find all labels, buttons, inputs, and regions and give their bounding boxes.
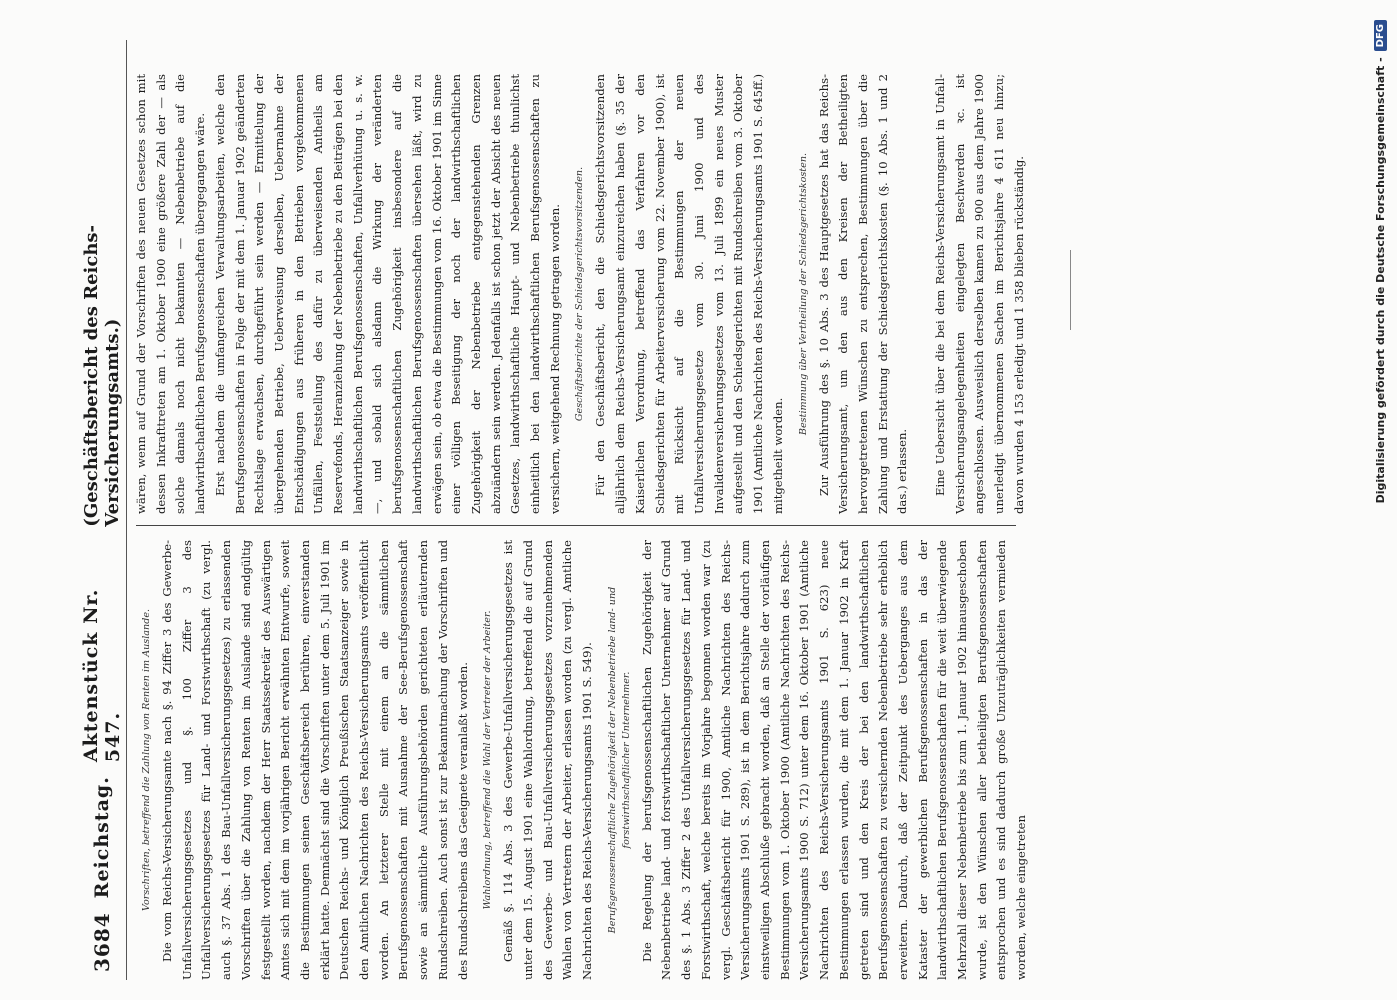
section-heading-kosten: Bestimmung über Vertheilung der Schiedsgerichtskosten. [797, 152, 809, 436]
section-heading-nebenbetriebe: Berufsgenossenschaftliche Zugehörigkeit der Nebenbetriebe land- und forstwirthschaftlicher Unternehmer. [606, 586, 632, 934]
paragraph: Zur Ausführung des §. 10 Abs. 3 des Hauptgesetzes hat das Reichs-Versicherungsamt, um den aus den Kreisen der Betheiligten hervorgetretenen Wünschen zu entsprechen, Bestimmungen über die Zahlung und Erstattung der Schiedsgerichtskosten (§. 10 Abs. 1 und 2 das.) erlassen. [816, 74, 910, 514]
document-page [80, 40, 1060, 980]
header-rule [126, 40, 127, 980]
page-number: 3684 [90, 912, 114, 972]
section-heading-schiedsgerichte: Geschäftsberichte der Schiedsgerichtsvorsitzenden. [574, 166, 586, 422]
left-column [132, 540, 1060, 980]
paragraph: Die Regelung der berufsgenossenschaftlichen Zugehörigkeit der Nebenbetriebe land- und forstwirthschaftlicher Unternehmer auf Grund des §. 1 Abs. 3 Ziffer 2 des Unfallversicherungsgesetzes für Land- und Forstwirthschaft, welche bereits im Vorjahre begonnen worden war (zu vergl. Geschäftsbericht für 1900, Amtliche Nachrichten des Reichs-Versicherungsamts 1901 S. 289), ist in dem Berichtsjahre dadurch zum einstweiligen Abschluße gebracht worden, daß an Stelle der vorläufigen Bestimmungen vom 1. Oktober 1900 (Amtliche Nachrichten des Reichs-Versicherungsamts 1900 S. 712) unter dem 16. Oktober 1901 (Amtliche Nachrichten des Reichs-Versicherungsamts 1901 S. 623) neue Bestimmungen erlassen wurden, die mit dem 1. Januar 1902 in Kraft getreten sind und den Kreis der bei den landwirthschaftlichen Berufsgenossenschaften zu versichernden Nebenbetriebe sehr erheblich erweitern. Dadurch, daß der Zeitpunkt des Ueberganges aus dem Kataster der gewerblichen Berufsgenossenschaften in das der landwirthschaftlichen Berufsgenossenschaften für die weit überwiegende Mehrzahl dieser Nebenbetriebe bis zum 1. Januar 1902 hinausgeschoben wurde, ist den Wünschen aller betheiligten Berufsgenossenschaften entsprochen und es sind dadurch große Unzuträglichkeiten vermieden worden, welche eingetreten [639, 540, 1029, 980]
paragraph: wären, wenn auf Grund der Vorschriften des neuen Gesetzes schon mit dessen Inkrafttreten am 1. Oktober 1900 eine größere Zahl der — als solche damals noch nicht bekannten — Nebenbetriebe auf die landwirthschaftlichen Berufsgenossenschaften übergegangen wäre. [134, 74, 208, 514]
header-title: Reichstag. [91, 776, 113, 899]
document-number: Aktenstück Nr. 547. [80, 588, 124, 763]
funding-text: Digitalisierung gefördert durch die Deutsche Forschungsgemeinschaft - [1373, 57, 1387, 504]
paragraph: Erst nachdem die umfangreichen Verwaltungsarbeiten, welche den Berufsgenossenschaften in Folge der mit dem 1. Januar 1902 geänderten Rechtslage erwachsen, durchgeführt sein werden — Ermittelung der übergehenden Betriebe, Ueberweisung derselben, Uebernahme der Entschädigungen aus früheren in den Betrieben vorgekommenen Unfällen, Feststellung des dafür zu überweisenden Antheils am Reservefonds, Heranziehung der Nebenbetriebe zu den Beiträgen bei den landwirthschaftlichen Berufsgenossenschaften, Unfallverhütung u. s. w. —, und sobald sich alsdann die Wirkung der veränderten berufsgenossenschaftlichen Zugehörigkeit insbesondere auf die landwirthschaftlichen Berufsgenossenschaften übersehen läßt, wird zu erwägen sein, ob etwa die Bestimmungen vom 16. Oktober 1901 im Sinne einer völligen Beseitigung der noch der landwirthschaftlichen Zugehörigkeit der Nebenbetriebe entgegenstehenden Grenzen abzuändern sein werden. Jedenfalls ist schon jetzt der Absicht des neuen Gesetzes, landwirthschaftliche Haupt- und Nebenbetriebe thunlichst einheitlich bei den landwirthschaftlichen Berufsgenossenschaften zu versichern, weitgehend Rechnung getragen worden. [212, 74, 562, 514]
column-divider [136, 525, 1016, 526]
paragraph: Eine Uebersicht über die bei dem Reichs-Versicherungsamt in Unfall-Versicherungsangelegenheiten eingelegten Beschwerden ꝛc. ist angeschlossen. Ausweislich derselben kamen zu 900 aus dem Jahre 1900 unerledigt übernommenen Sachen im Berichtsjahre 4 611 neu hinzu; davon wurden 4 153 erledigt und 1 358 blieben rückständig. [933, 74, 1026, 514]
section-heading-wahlordnung: Wahlordnung, betreffend die Wahl der Vertreter der Arbeiter. [482, 610, 494, 910]
header-subtitle: (Geschäftsbericht des Reichs-Versicherungsamts.) [81, 224, 123, 527]
margin-mark [1070, 250, 1071, 330]
page-header [80, 40, 124, 980]
digitization-note [1370, 20, 1390, 980]
section-heading-renten: Vorschriften, betreffend die Zahlung von Renten im Auslande. [141, 608, 152, 912]
dfg-logo: DFG [1374, 20, 1387, 51]
paragraph: Die vom Reichs-Versicherungsamte nach §. 94 Ziffer 3 des Gewerbe-Unfallversicherungsgesetzes und §. 100 Ziffer 3 des Unfallversicherungsgesetzes für Land- und Forstwirthschaft (zu vergl. auch §. 37 Abs. 1 des Bau-Unfallversicherungsgesetzes) zu erlassenden Vorschriften über die Zahlung von Renten im Auslande sind endgültig festgestellt worden, nachdem der Herr Staatssekretär des Auswärtigen Amtes sich mit dem im vorjährigen Bericht erwähnten Entwurfe, soweit die Bestimmungen seinen Geschäftsbereich berühren, einverstanden erklärt hatte. Demnächst sind die Vorschriften unter dem 5. Juli 1901 im Deutschen Reichs- und Königlich Preußischen Staatsanzeiger sowie in den Amtlichen Nachrichten des Reichs-Versicherungsamts veröffentlicht worden. An letzterer Stelle mit einem an die sämmtlichen Berufsgenossenschaften mit Ausnahme der See-Berufsgenossenschaft sowie an sämmtliche Ausführungsbehörden gerichteten erläuternden Rundschreiben. Auch sonst ist zur Bekanntmachung der Vorschriften und des Rundschreibens das Geeignete veranlaßt worden. [160, 540, 470, 980]
text-columns [132, 40, 1060, 980]
paragraph: Gemäß §. 114 Abs. 3 des Gewerbe-Unfallversicherungsgesetzes ist unter dem 15. August 1901 eine Wahlordnung, betreffend die auf Grund des Gewerbe- und Bau-Unfallversicherungsgesetzes vorzunehmenden Wahlen von Vertretern der Arbeiter, erlassen worden (zu vergl. Amtliche Nachrichten des Reichs-Versicherungsamts 1901 S. 549). [501, 540, 595, 980]
paragraph: Für den Geschäftsbericht, den die Schiedsgerichtsvorsitzenden alljährlich dem Reichs-Versicherungsamt einzureichen haben (§. 35 der Kaiserlichen Verordnung, betreffend das Verfahren vor den Schiedsgerichten für Arbeiterversicherung vom 22. November 1900), ist mit Rücksicht auf die Bestimmungen der neuen Unfallversicherungsgesetze vom 30. Juni 1900 und des Invalidenversicherungsgesetzes vom 13. Juli 1899 ein neues Muster aufgestellt und den Schiedsgerichten mit Rundschreiben vom 3. Oktober 1901 (Amtliche Nachrichten des Reichs-Versicherungsamts 1901 S. 645ff.) mitgetheilt worden. [593, 74, 785, 514]
right-column [132, 74, 1060, 514]
